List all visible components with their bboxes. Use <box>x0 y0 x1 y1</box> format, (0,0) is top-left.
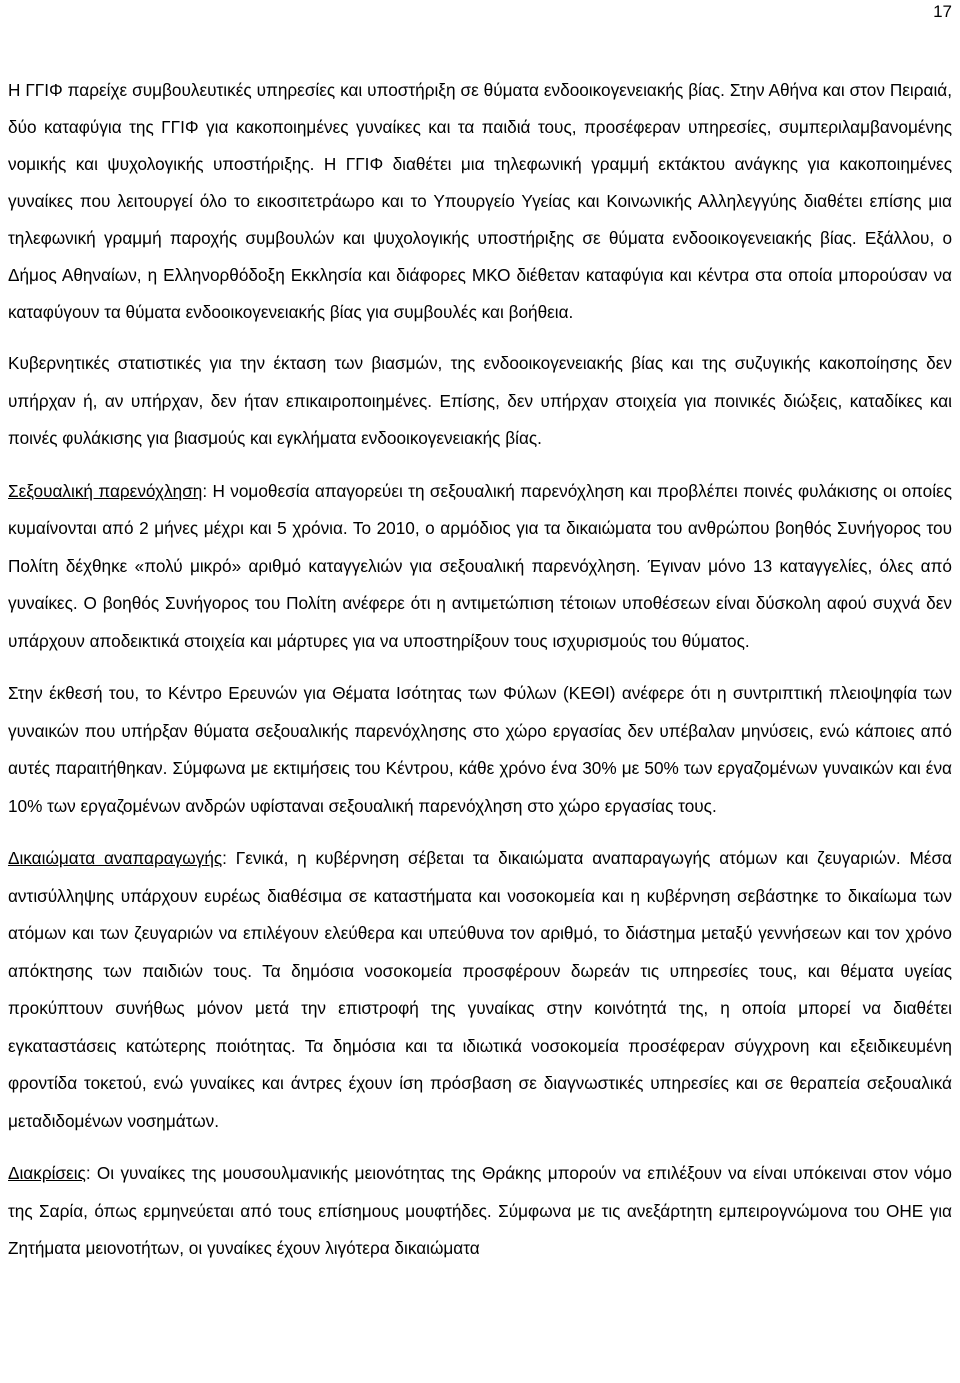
page-number: 17 <box>933 2 952 21</box>
paragraph-keth-report <box>8 675 952 825</box>
paragraph-text: Οι γυναίκες της μουσουλμανικής μειονότητας της Θράκης μπορούν να επιλέξουν να είναι υπόκειναι στον νόμο της Σαρία, όπως ερμηνεύεται από τους επίσημους μουφτήδες. Σύμφωνα με τις ανεξάρτητη εμπειρογνώμονα του ΟΗΕ για Ζητήματα μειονοτήτων, οι γυναίκες έχουν λιγότερα δικαιώματα <box>8 1163 952 1258</box>
paragraph-reproductive-rights <box>8 840 952 1140</box>
section-heading-discrimination: Διακρίσεις <box>8 1163 86 1183</box>
heading-separator: : <box>85 1163 91 1183</box>
heading-separator: : <box>202 480 208 501</box>
paragraph-text: Η ΓΓΙΦ παρείχε συμβουλευτικές υπηρεσίες και υποστήριξη σε θύματα ενδοοικογενειακής βίας. Στην Αθήνα και στον Πειραιά, δύο καταφύγια της ΓΓΙΦ για κακοποιημένες γυναίκες και τα παιδιά τους, προσέφεραν υπηρεσίες, συμπεριλαμβανομένης νομικής και ψυχολογικής υποστήριξης. Η ΓΓΙΦ διαθέτει μια τηλεφωνική γραμμή εκτάκτου ανάγκης για κακοποιημένες γυναίκες που λειτουργεί όλο το εικοσιτετράωρο και το Υπουργείο Υγείας και Κοινωνικής Αλληλεγγύης διαθέτει επίσης μια τηλεφωνική γραμμή παροχής συμβουλών και ψυχολογικής υποστήριξης σε θύματα ενδοοικογενειακής βίας. Εξάλλου, ο Δήμος Αθηναίων, η Ελληνορθόδοξη Εκκλησία και διάφορες ΜΚΟ διέθεταν καταφύγια και κέντρα στα οποία μπορούσαν να καταφύγουν τα θύματα ενδοοικογενειακής βίας για συμβουλές και βοήθεια. <box>8 80 952 322</box>
paragraph-gsge-support <box>8 72 952 331</box>
document-body <box>8 72 952 1283</box>
section-heading-reproductive-rights: Δικαιώματα αναπαραγωγής <box>8 848 223 868</box>
paragraph-text: Στην έκθεσή του, το Κέντρο Ερευνών για Θέματα Ισότητας των Φύλων (ΚΕΘΙ) ανέφερε ότι η συντριπτική πλειοψηφία των γυναικών που υπήρξαν θύματα σεξουαλικής παρενόχλησης στο χώρο εργασίας δεν υπέβαλαν μηνύσεις, ενώ κάποιες από αυτές παραιτήθηκαν. Σύμφωνα με εκτιμήσεις του Κέντρου, κάθε χρόνο ένα 30% με 50% των εργαζομένων γυναικών και ένα 10% των εργαζομένων ανδρών υφίσταναι σεξουαλική παρενόχληση στο χώρο εργασίας τους. <box>8 683 952 816</box>
paragraph-government-statistics <box>8 345 952 458</box>
paragraph-text: Γενικά, η κυβέρνηση σέβεται τα δικαιώματα αναπαραγωγής ατόμων και ζευγαριών. Μέσα αντισύλληψης υπάρχουν ευρέως διαθέσιμα σε καταστήματα και νοσοκομεία και η κυβέρνηση σεβάστηκε το δικαίωμα των ατόμων και των ζευγαριών να επιλέγουν ελεύθερα και υπεύθυνα τον αριθμό, το διάστημα μεταξύ γεννήσεων και τον χρόνο απόκτησης των παιδιών τους. Τα δημόσια νοσοκομεία προσφέρουν δωρεάν τις υπηρεσίες τους, και θέματα υγείας προκύπτουν συνήθως μόνον μετά την επιστροφή της γυναίκας στην κοινότητά της, η οποία μπορεί να διαθέτει εγκαταστάσεις κατώτερης ποιότητας. Τα δημόσια και τα ιδιωτικά νοσοκομεία προσέφεραν σύγχρονη και εξειδικευμένη φροντίδα τοκετού, ενώ γυναίκες και άντρες έχουν ίση πρόσβαση σε διαγνωστικές υπηρεσίες και σε θεραπεία σεξουαλικά μεταδιδομένων νοσημάτων. <box>8 848 952 1131</box>
heading-separator: : <box>222 848 227 868</box>
paragraph-sexual-harassment <box>8 473 952 661</box>
paragraph-text: Η νομοθεσία απαγορεύει τη σεξουαλική παρενόχληση και προβλέπει ποινές φυλάκισης οι οποίες κυμαίνονται από 2 μήνες μέχρι και 5 χρόνια. Το 2010, ο αρμόδιος για τα δικαιώματα του ανθρώπου βοηθός Συνήγορος του Πολίτη δέχθηκε «πολύ μικρό» αριθμό καταγγελιών για σεξουαλική παρενόχληση. Έγιναν μόνο 13 καταγγελίες, όλες από γυναίκες. Ο βοηθός Συνήγορος του Πολίτη ανέφερε ότι η αντιμετώπιση τέτοιων υποθέσεων είναι δύσκολη αφού συχνά δεν υπάρχουν αποδεικτικά στοιχεία και μάρτυρες για να υποστηρίξουν τους ισχυρισμούς του θύματος. <box>8 480 952 651</box>
paragraph-text: Κυβερνητικές στατιστικές για την έκταση των βιασμών, της ενδοοικογενειακής βίας και της συζυγικής κακοποίησης δεν υπήρχαν ή, αν υπήρχαν, δεν ήταν επικαιροποιημένες. Επίσης, δεν υπήρχαν στοιχεία για ποινικές διώξεις, καταδίκες και ποινές φυλάκισης για βιασμούς και εγκλήματα ενδοοικογενειακής βίας. <box>8 353 952 448</box>
paragraph-discrimination <box>8 1155 952 1268</box>
section-heading-sexual-harassment: Σεξουαλική παρενόχληση <box>8 480 203 501</box>
